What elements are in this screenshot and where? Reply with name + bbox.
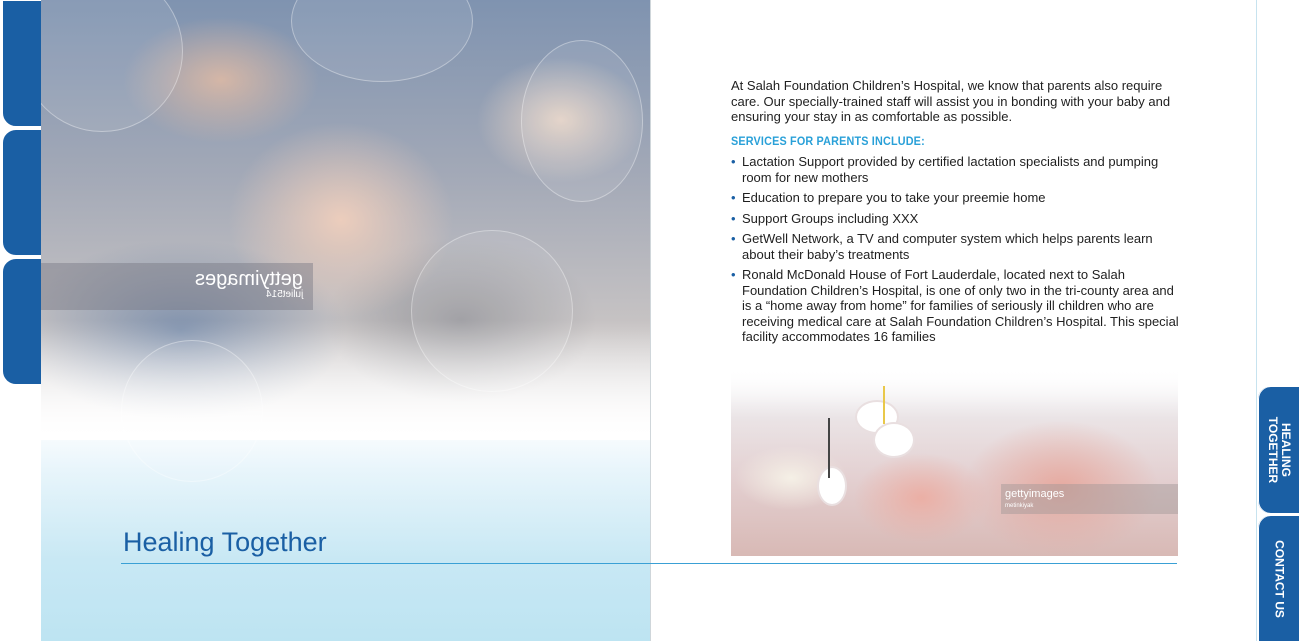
- tab-healing-together-label: [1266, 417, 1292, 483]
- monitor-wire: [828, 418, 830, 478]
- left-nav-tab-2[interactable]: [2, 129, 44, 256]
- service-text: GetWell Network, a TV and computer system which helps parents learn about their baby’s treatments: [742, 231, 1153, 262]
- watermark-credit: metinkiyak: [1005, 503, 1034, 509]
- bullet-icon: •: [731, 190, 736, 205]
- left-nav-tab-1[interactable]: [2, 0, 44, 127]
- service-text: Education to prepare you to take your preemie home: [742, 190, 1046, 205]
- photo-watermark: [1001, 484, 1178, 514]
- list-item: [731, 231, 1181, 262]
- list-item: [731, 267, 1181, 345]
- sensor-pad: [873, 422, 915, 458]
- left-page: [41, 0, 650, 641]
- tab-contact-us[interactable]: [1258, 516, 1299, 641]
- page-title: Healing Together: [123, 527, 327, 557]
- preemie-hand-photo: [731, 368, 1178, 556]
- watermark-brand: gettyimages: [195, 268, 303, 290]
- bullet-icon: •: [731, 231, 736, 246]
- right-page: [651, 0, 1256, 641]
- title-underline-rule: [121, 563, 1177, 564]
- sensor-pad: [817, 466, 847, 506]
- services-heading: SERVICES FOR PARENTS INCLUDE:: [731, 134, 925, 148]
- service-text: Ronald McDonald House of Fort Lauderdale, located next to Salah Foundation Children’s Hospital, is one of only two in the tri-county area and is a “home away from home” for families of seriously ill children who are receiving medical care at Salah Foundation Children’s Hospital. This special facility accommodates 16 families: [742, 267, 1179, 344]
- watermark-brand: gettyimages: [1005, 488, 1065, 500]
- page-edge-line: [1256, 0, 1257, 641]
- tab-label-line-1: HEALING: [1278, 422, 1293, 477]
- tab-contact-us-label: CONTACT US: [1272, 539, 1286, 618]
- mother-and-baby-photo: [41, 0, 650, 440]
- intro-paragraph: At Salah Foundation Children’s Hospital, we know that parents also require care. Our specially-trained staff will assist you in bonding with your baby and ensuring your stay in as comfortable as possible.: [731, 78, 1171, 124]
- bullet-icon: •: [731, 267, 736, 282]
- bullet-icon: •: [731, 210, 736, 226]
- watermark-credit: juliet514: [265, 289, 303, 300]
- left-nav-tab-3[interactable]: [2, 258, 44, 385]
- list-item: [731, 190, 1181, 206]
- monitor-wire: [883, 386, 885, 424]
- bullet-icon: •: [731, 154, 736, 169]
- photo-watermark: [41, 263, 313, 310]
- tab-label-line-2: TOGETHER: [1265, 416, 1280, 484]
- services-list: [731, 154, 1181, 350]
- list-item: [731, 211, 1181, 227]
- service-text: Support Groups including XXX: [742, 210, 919, 226]
- service-text: Lactation Support provided by certified lactation specialists and pumping room for new mothers: [742, 154, 1159, 185]
- tab-healing-together[interactable]: [1258, 387, 1299, 513]
- list-item: [731, 154, 1181, 185]
